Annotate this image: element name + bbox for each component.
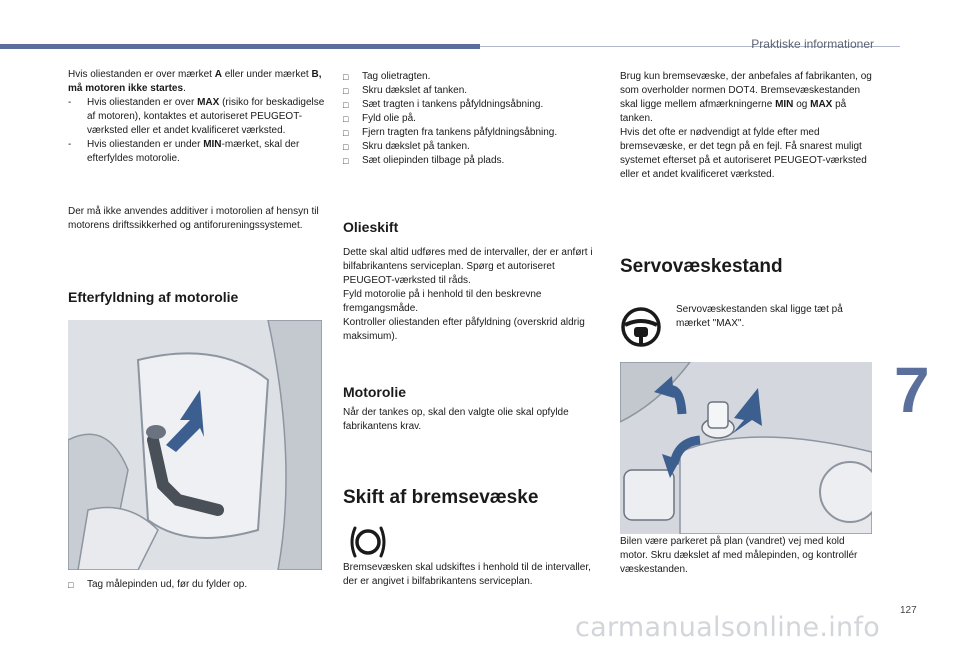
motor-oil-text: Når der tankes op, skal den valgte olie skal opfylde fabrikantens krav. — [343, 407, 569, 432]
power-steering-text: Bilen være parkeret på plan (vandret) vej med kold motor. Skru dækslet af med målepinden, og kontrollér væskestanden. — [620, 536, 858, 575]
chapter-number: 7 — [894, 354, 930, 426]
engine-illustration — [68, 320, 322, 570]
heading-power-steering: Servovæskestand — [620, 256, 783, 277]
brake-fluid-info: Brug kun bremsevæske, der anbefales af fabrikanten, og som overholder normen DOT4. Bremsevæskestanden skal ligge mellem afmærkningerne MIN og MAX på tanken. Hvis det ofte er nødvendigt at fylde efter med bremsevæske, er det tegn på en fejl. Få snarest muligt systemet efterset på et autoriseret PEUGEOT-værksted eller et andet kvalificeret værksted. — [620, 71, 872, 180]
brake-fluid-text: Bremsevæsken skal udskiftes i henhold til de intervaller, der er angivet i bilfabrikantens serviceplan. — [343, 562, 591, 587]
page-number: 127 — [900, 605, 917, 616]
list-item: □ Sæt oliepinden tilbage på plads. — [343, 154, 593, 168]
power-steering-note: Servovæskestanden skal ligge tæt på mærket "MAX". — [676, 304, 843, 329]
additives-note: Der må ikke anvendes additiver i motorolien af hensyn til motorens driftssikkerhed og antiforureningssystemet. — [68, 206, 319, 231]
list-item: □ Skru dækslet af tanken. — [343, 84, 593, 98]
engine-photo-refill — [68, 320, 322, 570]
list-item: □ Fyld olie på. — [343, 112, 593, 126]
header-bar — [0, 44, 480, 49]
watermark: carmanualsonline.info — [575, 612, 881, 643]
list-item: □ Fjern tragten fra tankens påfyldningsåbning. — [343, 126, 593, 140]
refill-steps — [343, 70, 593, 168]
list-item: - Hvis oliestanden er under MIN-mærket, skal der efterfyldes motorolie. — [68, 138, 326, 166]
heading-brake-fluid: Skift af bremsevæske — [343, 487, 539, 508]
heading-refill: Efterfyldning af motorolie — [68, 289, 239, 305]
engine-photo-power-steering — [620, 362, 872, 534]
oil-change-text: Dette skal altid udføres med de intervaller, der er anført i bilfabrikantens serviceplan. Spørg et autoriseret PEUGEOT-værksted til råds. Fyld motorolie på i henhold til den beskrevne fremgangsmåde. Kontroller oliestanden efter påfyldning (overskrid aldrig maksimum). — [343, 247, 593, 342]
list-item: □ Skru dækslet på tanken. — [343, 140, 593, 154]
list-item: □ Tag olietragten. — [343, 70, 593, 84]
list-item: □ Tag målepinden ud, før du fylder op. — [68, 578, 345, 592]
section-title: Praktiske informationer — [751, 37, 874, 51]
list-item: - Hvis oliestanden er over MAX (risiko for beskadigelse af motoren), kontaktes et autoriseret PEUGEOT-værksted eller et andet kvalificeret værksted. — [68, 96, 326, 138]
oil-level-warning: Hvis oliestanden er over mærket A eller under mærket B, må motoren ikke startes. - Hvis oliestanden er over MAX (risiko for beskadigelse af motoren), kontaktes et autoriseret PEUGEOT-værksted eller et andet kvalificeret værksted. - Hvis oliestanden er under MIN-mærket, skal der efterfyldes motorolie. — [68, 68, 326, 166]
engine-illustration — [620, 362, 872, 534]
heading-motor-oil: Motorolie — [343, 384, 406, 400]
steering-wheel-icon — [620, 306, 662, 348]
heading-oil-change: Olieskift — [343, 219, 399, 235]
list-item: □ Sæt tragten i tankens påfyldningsåbning. — [343, 98, 593, 112]
brake-warning-icon — [348, 523, 388, 561]
